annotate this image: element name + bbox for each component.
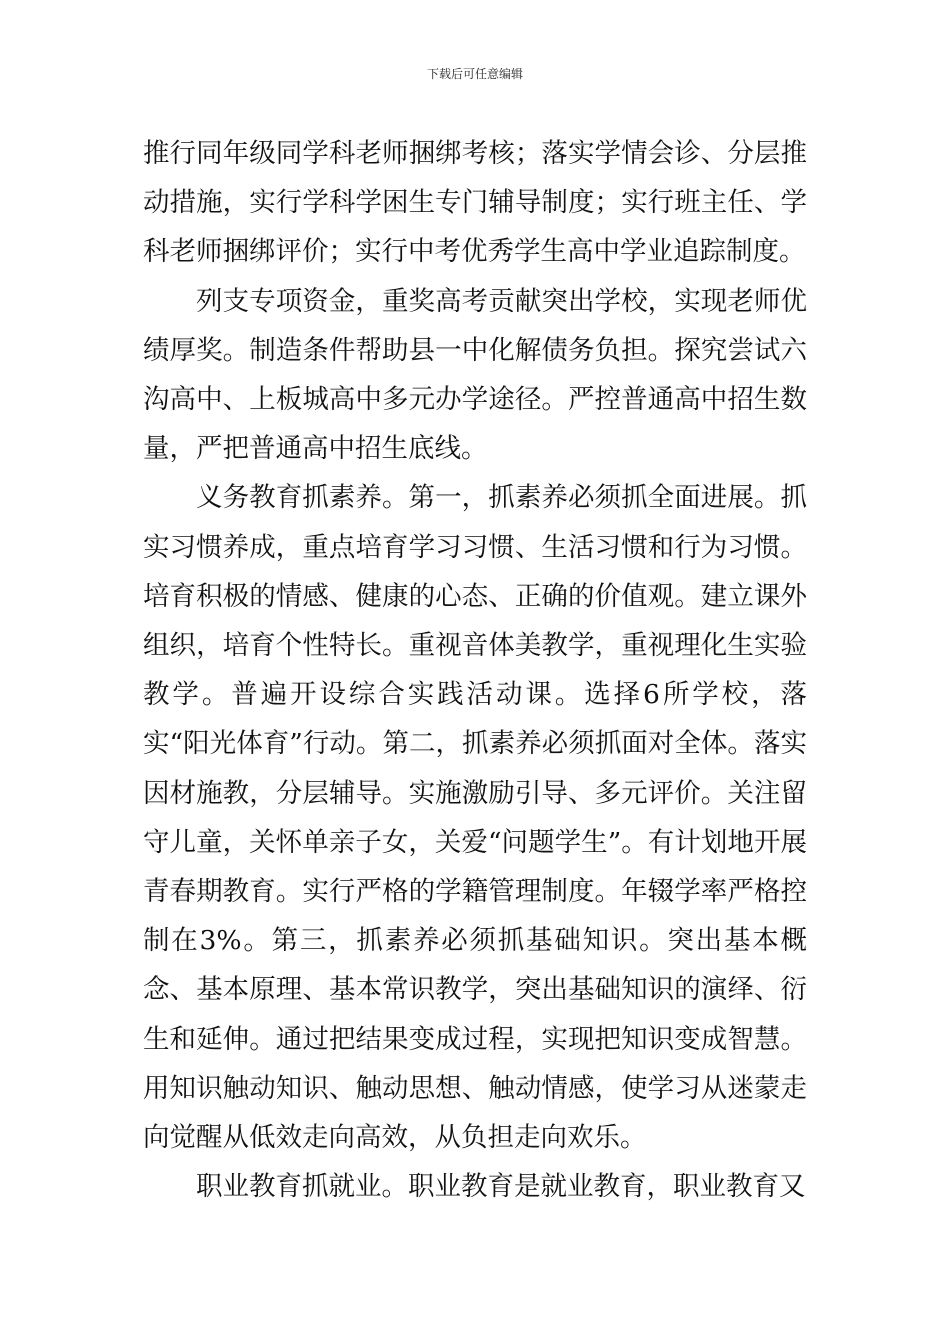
paragraph-4: 职业教育抓就业。职业教育是就业教育，职业教育又 (196, 1171, 806, 1203)
paragraph-2: 列支专项资金，重奖高考贡献突出学校，实现老师优绩厚奖。制造条件帮助县一中化解债务负担。探究尝试六沟高中、上板城高中多元办学途径。严控普通高中招生数量，严把普通高中招生底线。 (143, 285, 807, 465)
paragraph-3: 义务教育抓素养。第一，抓素养必须抓全面进展。抓实习惯养成，重点培育学习习惯、生活习惯和行为习惯。培育积极的情感、健康的心态、正确的价值观。建立课外组织，培育个性特长。重视音体美教学，重视理化生实验教学。普遍开设综合实践活动课。选择6所学校，落实“阳光体育”行动。第二，抓素养必须抓面对全体。落实因材施教，分层辅导。实施激励引导、多元评价。关注留守儿童，关怀单亲子女，关爱“问题学生”。有计划地开展青春期教育。实行严格的学籍管理制度。年辍学率严格控制在3%。第三，抓素养必须抓基础知识。突出基本概念、基本原理、基本常识教学，突出基础知识的演绎、衍生和延伸。通过把结果变成过程，实现把知识变成智慧。用知识触动知识、触动思想、触动情感，使学习从迷蒙走向觉醒从低效走向高效，从负担走向欢乐。 (143, 482, 807, 1154)
document-body (143, 129, 807, 1211)
paragraph-1: 推行同年级同学科老师捆绑考核；落实学情会诊、分层推动措施，实行学科学困生专门辅导制度；实行班主任、学科老师捆绑评价；实行中考优秀学生高中学业追踪制度。 (143, 138, 807, 268)
page-header: 下载后可任意编辑 (426, 67, 523, 81)
